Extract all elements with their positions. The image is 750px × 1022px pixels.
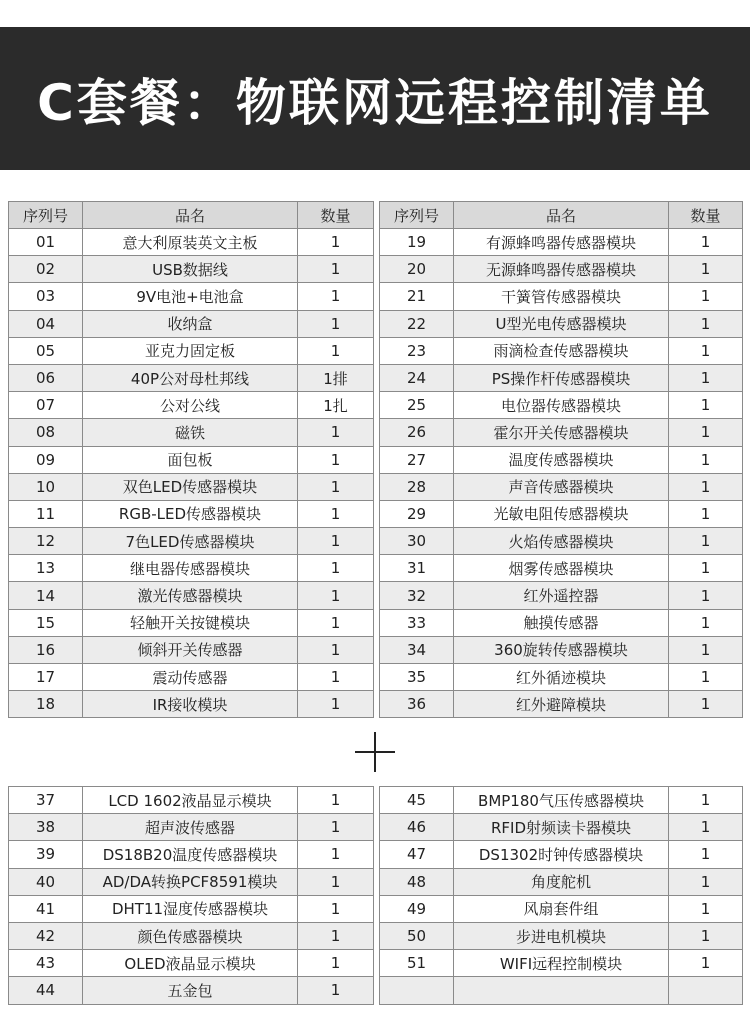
table-row (9, 364, 374, 391)
item-seq: 34 (380, 636, 454, 663)
item-qty: 1 (298, 473, 374, 500)
item-qty: 1 (669, 582, 743, 609)
item-qty: 1 (298, 446, 374, 473)
item-seq: 44 (9, 977, 83, 1004)
item-qty: 1 (669, 895, 743, 922)
item-name: 五金包 (83, 977, 298, 1004)
table-row (9, 555, 374, 582)
table-row (9, 229, 374, 256)
item-qty: 1 (298, 283, 374, 310)
item-name: 无源蜂鸣器传感器模块 (454, 256, 669, 283)
item-name: DHT11湿度传感器模块 (83, 895, 298, 922)
item-qty: 1 (669, 787, 743, 814)
item-seq: 21 (380, 283, 454, 310)
item-seq: 37 (9, 787, 83, 814)
item-qty (669, 977, 743, 1004)
item-qty: 1 (298, 310, 374, 337)
item-seq: 36 (380, 691, 454, 718)
table-row (380, 283, 743, 310)
table-header-row (380, 202, 743, 229)
item-qty: 1 (669, 446, 743, 473)
item-seq: 33 (380, 609, 454, 636)
item-seq: 09 (9, 446, 83, 473)
item-name: 干簧管传感器模块 (454, 283, 669, 310)
table-row (9, 664, 374, 691)
item-qty: 1 (669, 283, 743, 310)
item-seq: 27 (380, 446, 454, 473)
item-seq: 41 (9, 895, 83, 922)
item-qty: 1扎 (298, 392, 374, 419)
item-seq: 46 (380, 814, 454, 841)
item-seq: 22 (380, 310, 454, 337)
table-row (380, 868, 743, 895)
item-name: 有源蜂鸣器传感器模块 (454, 229, 669, 256)
item-qty: 1排 (298, 364, 374, 391)
item-seq: 31 (380, 555, 454, 582)
item-qty: 1 (298, 814, 374, 841)
item-qty: 1 (298, 977, 374, 1004)
table-row (380, 473, 743, 500)
table-row (380, 922, 743, 949)
item-name: 红外避障模块 (454, 691, 669, 718)
item-name: 角度舵机 (454, 868, 669, 895)
item-name: 霍尔开关传感器模块 (454, 419, 669, 446)
item-qty: 1 (298, 500, 374, 527)
item-seq: 16 (9, 636, 83, 663)
table-row (9, 922, 374, 949)
item-qty: 1 (298, 256, 374, 283)
item-qty: 1 (669, 528, 743, 555)
item-seq: 39 (9, 841, 83, 868)
item-name: 火焰传感器模块 (454, 528, 669, 555)
item-name: LCD 1602液晶显示模块 (83, 787, 298, 814)
item-name: 意大利原装英文主板 (83, 229, 298, 256)
addon-table-left (8, 786, 374, 1005)
item-name: 烟雾传感器模块 (454, 555, 669, 582)
item-seq: 47 (380, 841, 454, 868)
table-row (9, 895, 374, 922)
table-row (9, 310, 374, 337)
item-name: 电位器传感器模块 (454, 392, 669, 419)
table-row (9, 446, 374, 473)
item-qty: 1 (669, 814, 743, 841)
item-name: OLED液晶显示模块 (83, 950, 298, 977)
header-seq: 序列号 (9, 202, 83, 229)
item-name: U型光电传感器模块 (454, 310, 669, 337)
item-name: 收纳盒 (83, 310, 298, 337)
item-qty: 1 (298, 787, 374, 814)
item-qty: 1 (298, 609, 374, 636)
title-banner (0, 27, 750, 170)
parts-table-left (8, 201, 374, 718)
item-seq: 42 (9, 922, 83, 949)
item-seq: 30 (380, 528, 454, 555)
item-name: 7色LED传感器模块 (83, 528, 298, 555)
item-seq: 25 (380, 392, 454, 419)
item-qty: 1 (669, 691, 743, 718)
item-qty: 1 (669, 609, 743, 636)
item-name: 步进电机模块 (454, 922, 669, 949)
item-name: 声音传感器模块 (454, 473, 669, 500)
item-name: 颜色传感器模块 (83, 922, 298, 949)
item-name: 9V电池+电池盒 (83, 283, 298, 310)
item-seq: 04 (9, 310, 83, 337)
item-seq: 11 (9, 500, 83, 527)
item-seq: 19 (380, 229, 454, 256)
table-row (9, 977, 374, 1004)
item-qty: 1 (298, 841, 374, 868)
item-seq: 07 (9, 392, 83, 419)
item-name: 光敏电阻传感器模块 (454, 500, 669, 527)
table-row (380, 446, 743, 473)
table-row (380, 229, 743, 256)
table-row (9, 528, 374, 555)
table-row (380, 787, 743, 814)
item-qty: 1 (298, 950, 374, 977)
item-qty: 1 (669, 310, 743, 337)
item-qty: 1 (669, 337, 743, 364)
item-name: 红外遥控器 (454, 582, 669, 609)
item-seq: 49 (380, 895, 454, 922)
item-seq: 12 (9, 528, 83, 555)
item-name: 面包板 (83, 446, 298, 473)
item-name: 风扇套件组 (454, 895, 669, 922)
table-row (380, 814, 743, 841)
item-name: 温度传感器模块 (454, 446, 669, 473)
table-row (380, 528, 743, 555)
table-row (380, 582, 743, 609)
item-qty: 1 (669, 636, 743, 663)
item-name: 激光传感器模块 (83, 582, 298, 609)
table-row (9, 841, 374, 868)
item-name: 40P公对母杜邦线 (83, 364, 298, 391)
item-qty: 1 (298, 691, 374, 718)
header-name: 品名 (83, 202, 298, 229)
item-qty: 1 (669, 664, 743, 691)
item-qty: 1 (669, 256, 743, 283)
item-seq: 48 (380, 868, 454, 895)
header-name: 品名 (454, 202, 669, 229)
item-seq: 40 (9, 868, 83, 895)
parts-table-right (379, 201, 743, 718)
item-qty: 1 (298, 555, 374, 582)
item-name: 360旋转传感器模块 (454, 636, 669, 663)
item-seq: 43 (9, 950, 83, 977)
item-seq: 26 (380, 419, 454, 446)
item-qty: 1 (669, 555, 743, 582)
item-name: USB数据线 (83, 256, 298, 283)
page-title: C套餐：物联网远程控制清单 (37, 73, 713, 132)
item-seq: 32 (380, 582, 454, 609)
item-qty: 1 (669, 229, 743, 256)
item-name: 红外循迹模块 (454, 664, 669, 691)
item-qty: 1 (669, 419, 743, 446)
item-name: BMP180气压传感器模块 (454, 787, 669, 814)
item-name: WIFI远程控制模块 (454, 950, 669, 977)
item-name: DS1302时钟传感器模块 (454, 841, 669, 868)
table-row (380, 500, 743, 527)
table-row (380, 636, 743, 663)
item-qty: 1 (669, 473, 743, 500)
table-row (9, 283, 374, 310)
item-seq: 20 (380, 256, 454, 283)
item-qty: 1 (669, 500, 743, 527)
item-name: 倾斜开关传感器 (83, 636, 298, 663)
table-row (380, 664, 743, 691)
item-seq: 50 (380, 922, 454, 949)
item-name: IR接收模块 (83, 691, 298, 718)
table-row (380, 392, 743, 419)
item-qty: 1 (669, 868, 743, 895)
table-row (380, 691, 743, 718)
item-name: 公对公线 (83, 392, 298, 419)
item-name: 亚克力固定板 (83, 337, 298, 364)
table-row (9, 256, 374, 283)
item-qty: 1 (669, 392, 743, 419)
item-seq: 05 (9, 337, 83, 364)
table-row (9, 419, 374, 446)
item-seq: 28 (380, 473, 454, 500)
item-qty: 1 (298, 337, 374, 364)
item-name: 磁铁 (83, 419, 298, 446)
item-seq: 35 (380, 664, 454, 691)
table-row (9, 814, 374, 841)
item-qty: 1 (298, 229, 374, 256)
plus-icon (355, 732, 395, 772)
item-seq: 15 (9, 609, 83, 636)
table-row (380, 895, 743, 922)
table-row (9, 636, 374, 663)
item-seq: 03 (9, 283, 83, 310)
item-name: PS操作杆传感器模块 (454, 364, 669, 391)
item-qty: 1 (298, 419, 374, 446)
item-name: 雨滴检查传感器模块 (454, 337, 669, 364)
item-name: 震动传感器 (83, 664, 298, 691)
item-seq: 17 (9, 664, 83, 691)
table-row (380, 364, 743, 391)
item-qty: 1 (669, 364, 743, 391)
table-row (9, 337, 374, 364)
item-name: 超声波传感器 (83, 814, 298, 841)
item-name: 轻触开关按键模块 (83, 609, 298, 636)
table-row (380, 256, 743, 283)
item-seq (380, 977, 454, 1004)
table-header-row (9, 202, 374, 229)
item-name: DS18B20温度传感器模块 (83, 841, 298, 868)
item-seq: 06 (9, 364, 83, 391)
item-qty: 1 (298, 922, 374, 949)
table-row (380, 310, 743, 337)
table-row (380, 977, 743, 1004)
addon-table-right (379, 786, 743, 1005)
table-row (9, 582, 374, 609)
item-qty: 1 (298, 664, 374, 691)
table-row (380, 419, 743, 446)
item-qty: 1 (298, 636, 374, 663)
item-qty: 1 (298, 528, 374, 555)
item-seq: 18 (9, 691, 83, 718)
header-seq: 序列号 (380, 202, 454, 229)
item-seq: 51 (380, 950, 454, 977)
item-name: 触摸传感器 (454, 609, 669, 636)
item-seq: 14 (9, 582, 83, 609)
table-row (380, 950, 743, 977)
item-seq: 08 (9, 419, 83, 446)
item-seq: 02 (9, 256, 83, 283)
table-row (9, 950, 374, 977)
item-name: 继电器传感器模块 (83, 555, 298, 582)
table-row (380, 609, 743, 636)
table-row (9, 868, 374, 895)
item-seq: 29 (380, 500, 454, 527)
table-row (9, 691, 374, 718)
item-name: AD/DA转换PCF8591模块 (83, 868, 298, 895)
item-seq: 38 (9, 814, 83, 841)
header-qty: 数量 (298, 202, 374, 229)
item-name (454, 977, 669, 1004)
item-name: 双色LED传感器模块 (83, 473, 298, 500)
item-seq: 23 (380, 337, 454, 364)
table-row (9, 392, 374, 419)
item-qty: 1 (298, 895, 374, 922)
item-qty: 1 (669, 841, 743, 868)
item-seq: 10 (9, 473, 83, 500)
item-qty: 1 (669, 922, 743, 949)
table-row (9, 609, 374, 636)
table-row (380, 337, 743, 364)
item-seq: 24 (380, 364, 454, 391)
item-qty: 1 (669, 950, 743, 977)
table-row (9, 500, 374, 527)
item-name: RFID射频读卡器模块 (454, 814, 669, 841)
table-row (380, 555, 743, 582)
table-row (380, 841, 743, 868)
table-row (9, 473, 374, 500)
header-qty: 数量 (669, 202, 743, 229)
item-qty: 1 (298, 868, 374, 895)
item-seq: 45 (380, 787, 454, 814)
item-name: RGB-LED传感器模块 (83, 500, 298, 527)
item-qty: 1 (298, 582, 374, 609)
item-seq: 01 (9, 229, 83, 256)
item-seq: 13 (9, 555, 83, 582)
table-row (9, 787, 374, 814)
